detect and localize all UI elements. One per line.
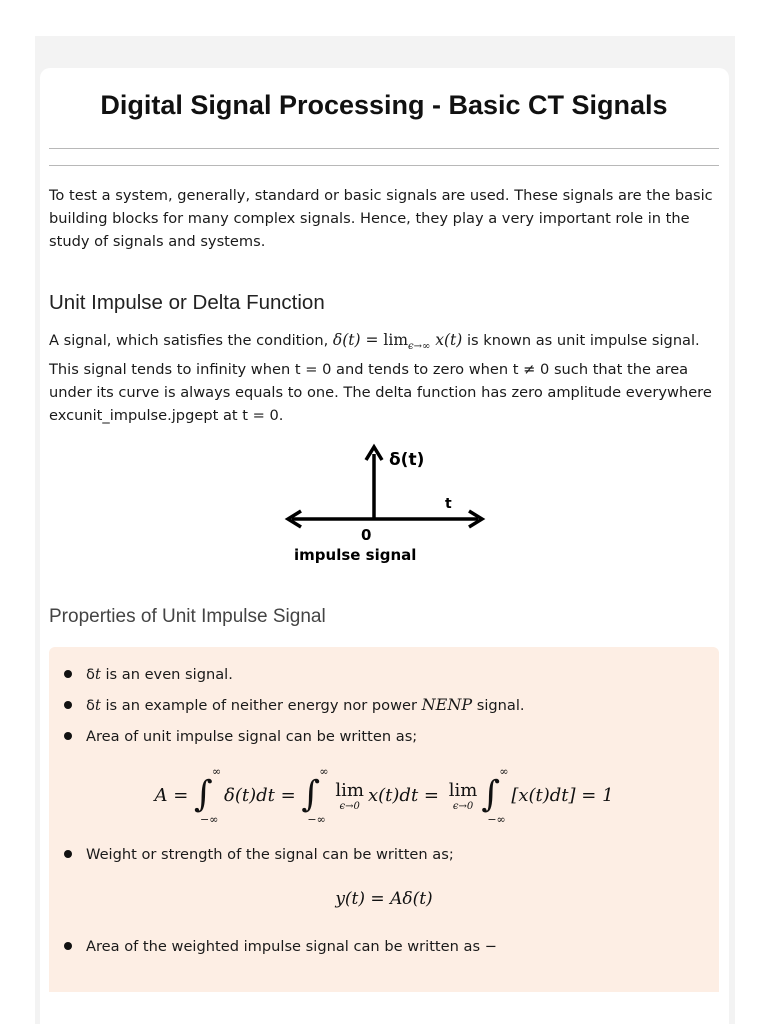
origin-label: 0	[361, 526, 372, 544]
delta-axis-label: δ(t)	[389, 450, 425, 470]
area-formula: A = ∫ ∞ −∞ δ(t)dt = ∫ ∞ −∞ lim ϵ→0 x(t)dt = lim ϵ→0 ∫ ∞ −∞ [x(t)dt] = 1	[154, 765, 614, 826]
list-item: Area of the weighted impulse signal can be written as −	[64, 937, 704, 957]
list-item: Area of unit impulse signal can be written as;	[64, 727, 704, 747]
bullet-icon	[64, 850, 72, 858]
diagram-caption: impulse signal	[294, 546, 417, 564]
intro-paragraph: To test a system, generally, standard or basic signals are used. These signals are the basic building blocks for many complex signals. Hence, they play a very important role in the study of signals and systems.	[49, 187, 713, 250]
page-title: Digital Signal Processing - Basic CT Signals	[100, 90, 668, 120]
bullet-icon	[64, 701, 72, 709]
definition-text-start: A signal, which satisfies the condition,	[49, 332, 333, 349]
bullet-icon	[64, 732, 72, 740]
section-heading: Unit Impulse or Delta Function	[49, 291, 325, 314]
condition-formula: $\delta(t) = \lim_{\epsilon\to\infty} x(t)$	[332, 331, 463, 353]
divider	[49, 165, 719, 166]
weight-formula: y(t) = Aδ(t)	[335, 889, 433, 909]
list-item: δt is an example of neither energy nor power NENP signal.	[64, 695, 704, 716]
impulse-diagram	[280, 438, 490, 573]
definition-paragraph	[49, 329, 719, 427]
bullet-icon	[64, 942, 72, 950]
divider	[49, 148, 719, 149]
t-axis-label: t	[445, 496, 452, 512]
list-item: δt is an even signal.	[64, 665, 704, 685]
bullet-icon	[64, 670, 72, 678]
definition-text-end: is known as unit impulse signal. This signal tends to infinity when t = 0 and tends to zero when t ≠ 0 such that the area under its curve is always equals to one. The delta function has zero amplitude everywhere excunit_impulse.jpgept at t = 0.	[49, 332, 712, 425]
list-item: Weight or strength of the signal can be written as;	[64, 845, 704, 865]
properties-heading: Properties of Unit Impulse Signal	[49, 606, 326, 627]
